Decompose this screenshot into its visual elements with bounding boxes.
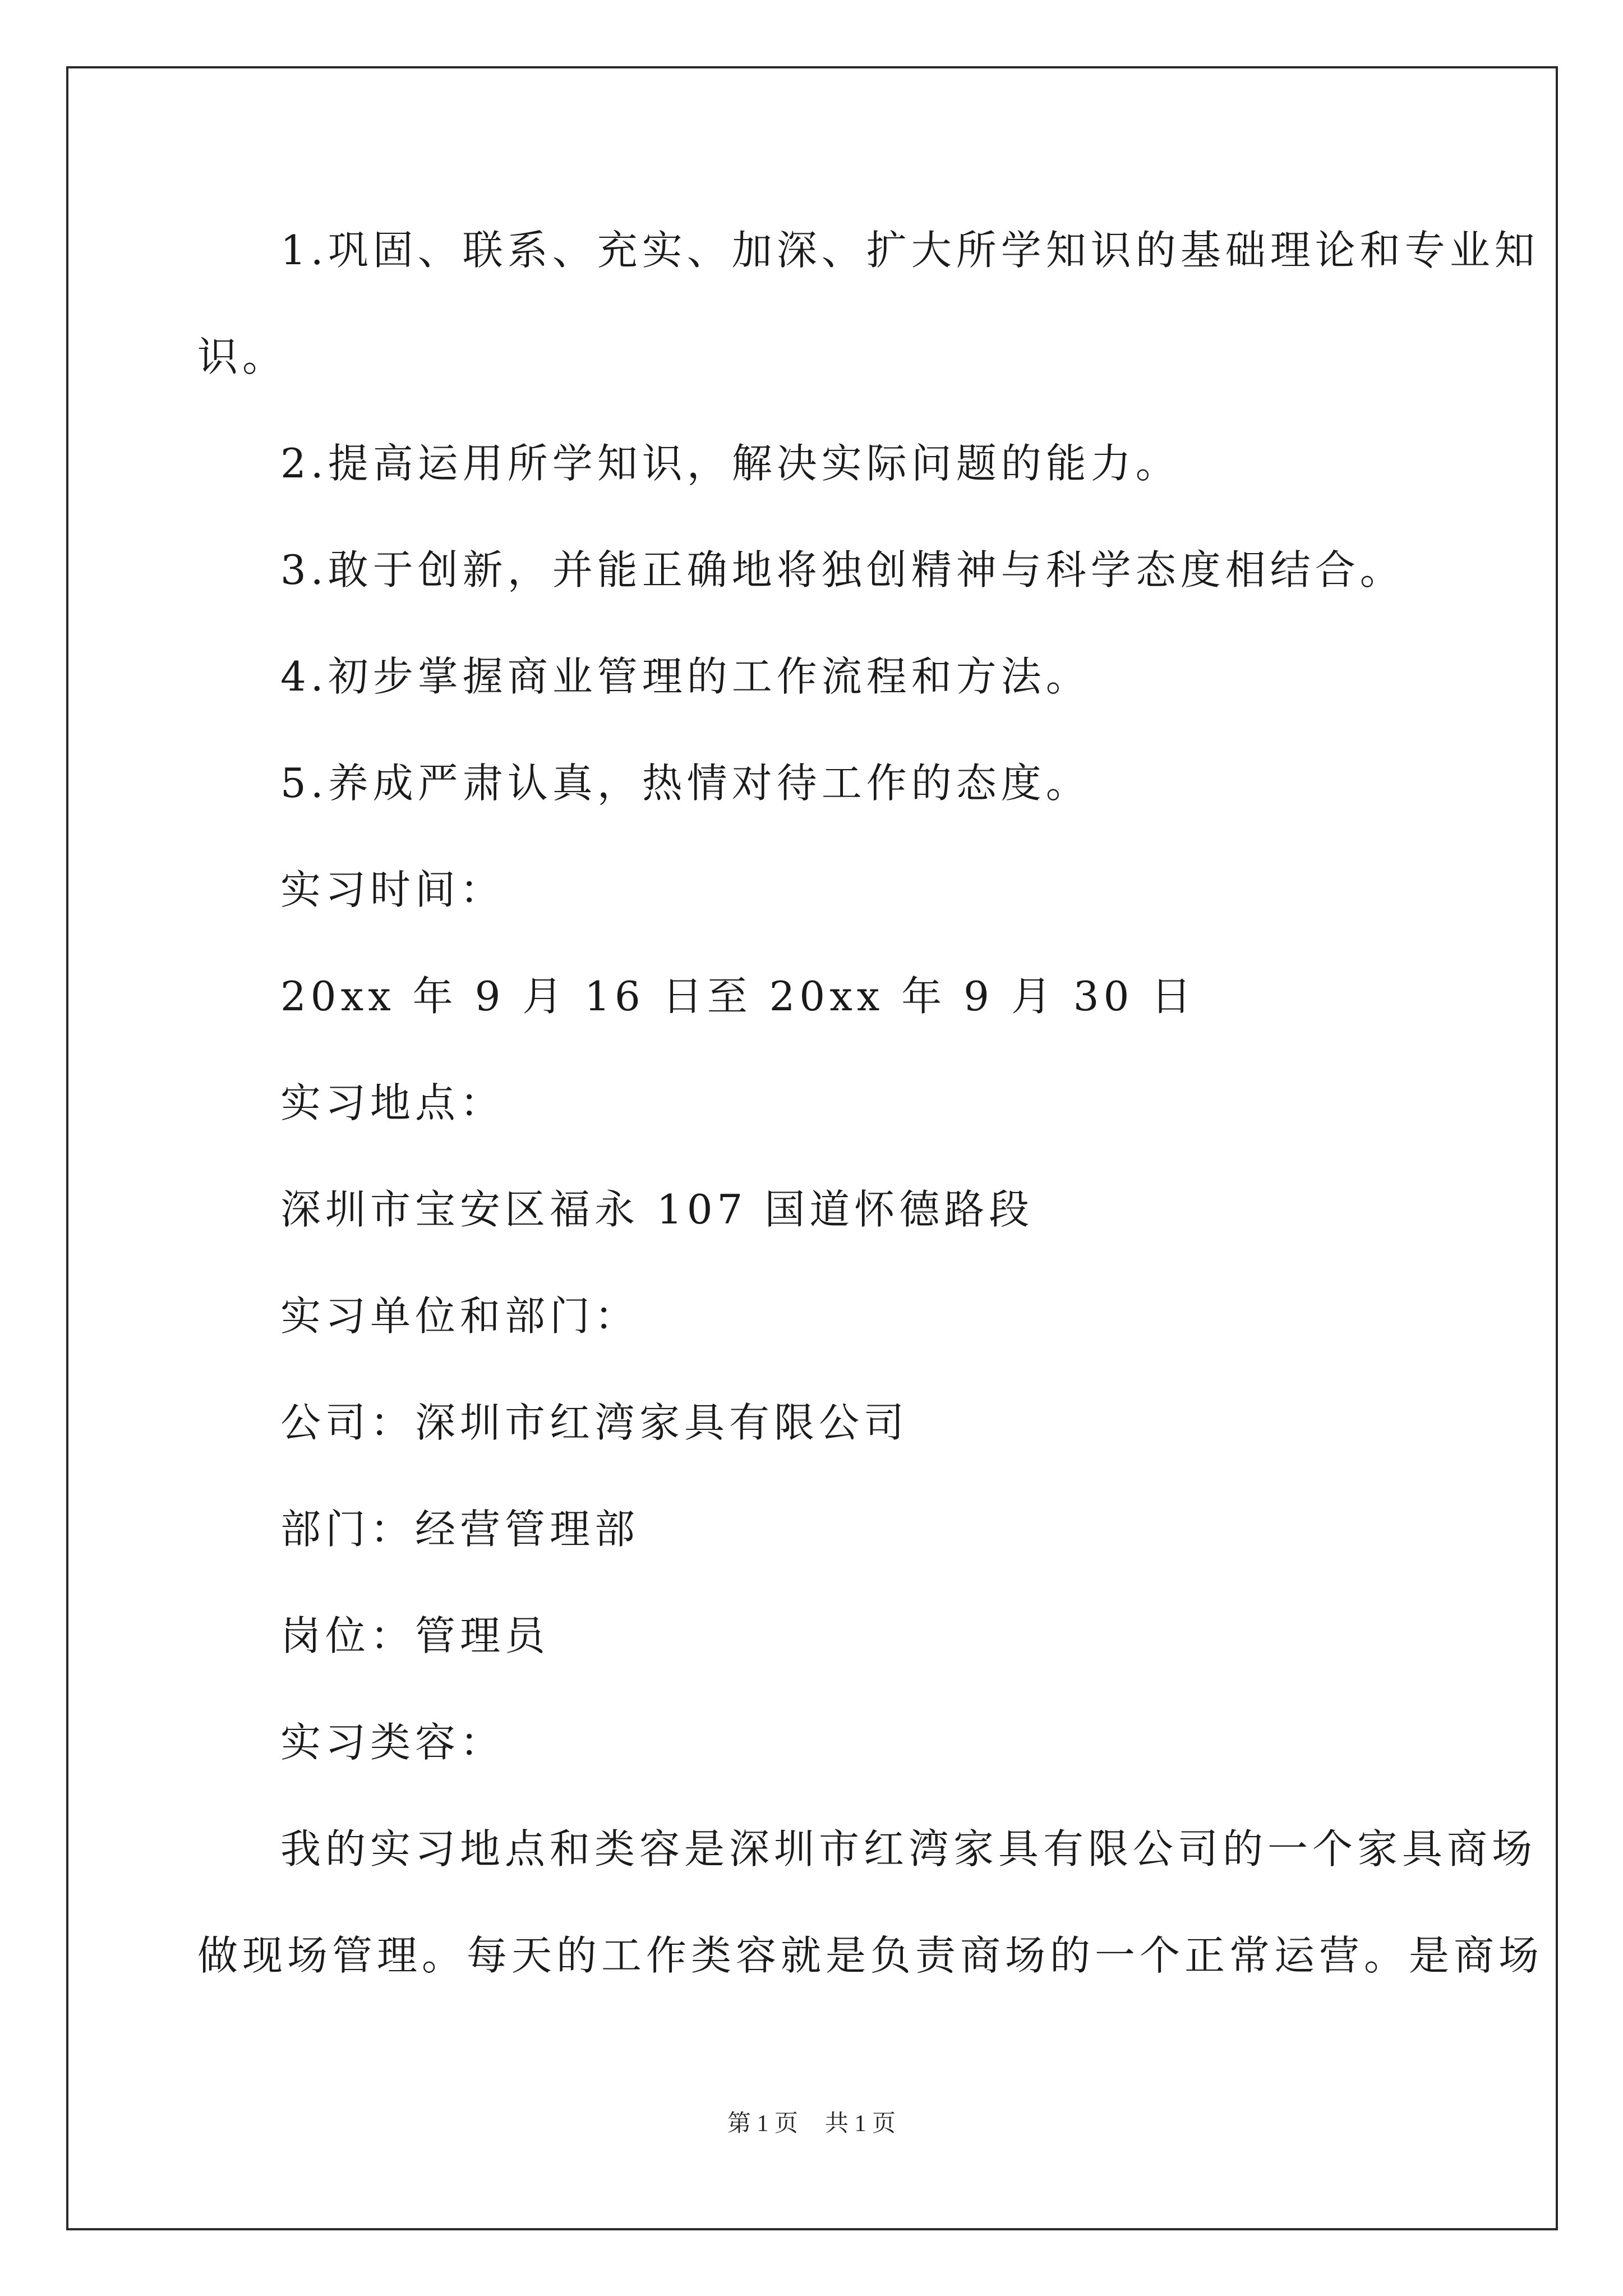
page-number-current: 第 1 页	[727, 2111, 798, 2137]
department-line: 部门：经营管理部	[280, 1506, 640, 1553]
heading-internship-time: 实习时间：	[280, 866, 505, 913]
paragraph-objective-5: 5.养成严肃认真，热情对待工作的态度。	[280, 760, 1091, 807]
internship-time-value: 20xx 年 9 月 16 日至 20xx 年 9 月 30 日	[280, 973, 1196, 1020]
page-footer	[0, 2107, 1623, 2141]
page-border	[66, 66, 1558, 2230]
paragraph-objective-4: 4.初步掌握商业管理的工作流程和方法。	[280, 653, 1091, 700]
heading-internship-unit: 实习单位和部门：	[280, 1292, 640, 1340]
position-line: 岗位：管理员	[280, 1612, 550, 1659]
heading-internship-content: 实习类容：	[280, 1719, 505, 1766]
internship-location-value: 深圳市宝安区福永 107 国道怀德路段	[280, 1186, 1034, 1233]
paragraph-objective-1: 1.巩固、联系、充实、加深、扩大所学知识的基础理论和专业知	[280, 227, 1539, 274]
heading-internship-location: 实习地点：	[280, 1079, 505, 1126]
paragraph-content-2: 做现场管理。每天的工作类容就是负责商场的一个正常运营。是商场	[197, 1932, 1544, 1979]
company-line: 公司：深圳市红湾家具有限公司	[280, 1399, 909, 1446]
paragraph-content-1: 我的实习地点和类容是深圳市红湾家具有限公司的一个家具商场	[280, 1825, 1537, 1872]
paragraph-objective-2: 2.提高运用所学知识，解决实际问题的能力。	[280, 440, 1181, 487]
page-number-total: 共 1 页	[825, 2111, 896, 2137]
paragraph-objective-1-cont: 识。	[197, 333, 288, 380]
paragraph-objective-3: 3.敢于创新，并能正确地将独创精神与科学态度相结合。	[280, 546, 1405, 593]
